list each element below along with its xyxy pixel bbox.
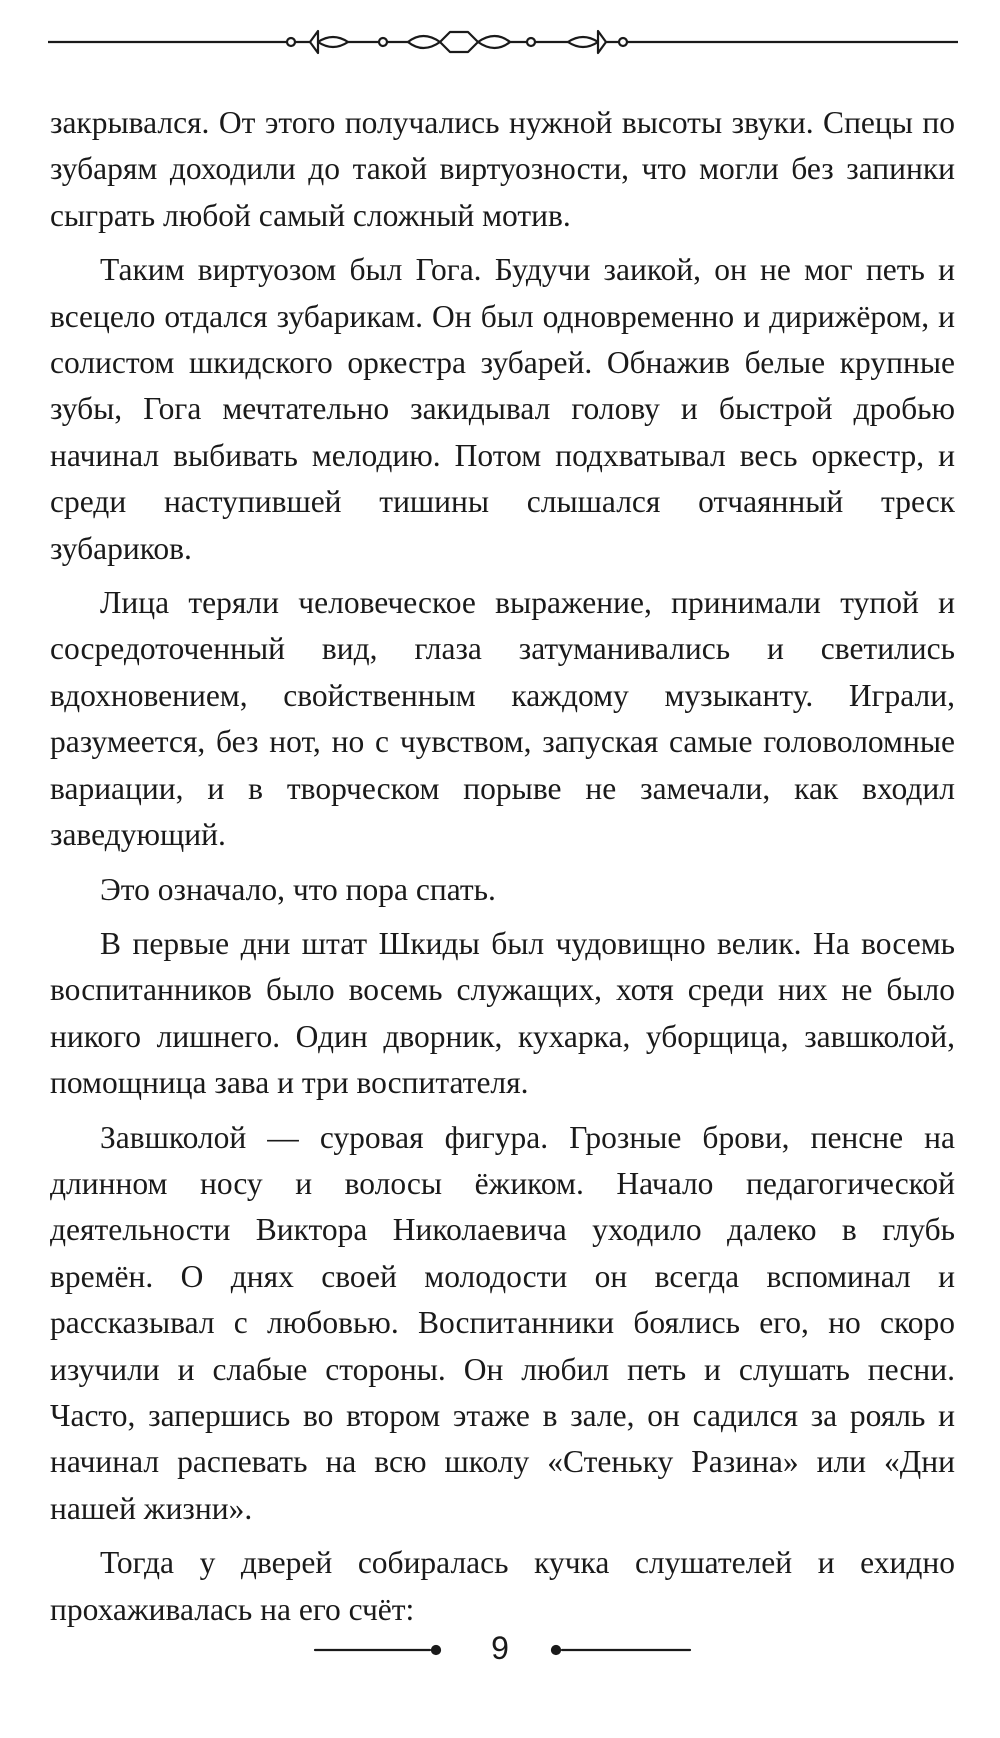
top-ornament-divider bbox=[48, 22, 958, 62]
page-number: 9 bbox=[491, 1630, 509, 1666]
paragraph: закрывался. От этого получались нужной высоты звуки. Спецы по зубарям доходили до такой виртуозности, что могли без запинки сыграть любой самый сложный мотив. bbox=[50, 105, 955, 233]
paragraph: Тогда у дверей собиралась кучка слушателей и ехидно прохаживалась на его счёт: bbox=[50, 1545, 955, 1627]
paragraph: Это означало, что пора спать. bbox=[100, 871, 496, 907]
body-text bbox=[50, 100, 955, 1633]
paragraph: Таким виртуозом был Гога. Будучи заикой, он не мог петь и всецело отдался зубарикам. Он был одновременно и дирижёром, и солистом шкидского оркестра зубарей. Обнажив белые крупные зубы, Гога мечтательно закидывал голову и быстрой дробью начинал выбивать мелодию. Потом подхватывал весь оркестр, и среди наступившей тишины слышался отчаянный треск зубариков. bbox=[50, 252, 955, 566]
paragraph: Лица теряли человеческое выражение, принимали тупой и сосредоточенный вид, глаза затуманивались и светились вдохновением, свойственным каждому музыканту. Играли, разумеется, без нот, но с чувством, запуская самые головоломные вариации, и в творческом порыве не замечали, как входил заведующий. bbox=[50, 585, 955, 853]
paragraph: Завшколой — суровая фигура. Грозные брови, пенсне на длинном носу и волосы ёжиком. Начало педагогической деятельности Виктора Николаевича уходило далеко в глубь времён. О днях своей молодости он всегда вспоминал и рассказывал с любовью. Воспитанники боялись его, но скоро изучили и слабые стороны. Он любил петь и слушать песни. Часто, запершись во втором этаже в зале, он садился за рояль и начинал распевать на всю школу «Стеньку Разина» или «Дни нашей жизни». bbox=[50, 1119, 955, 1526]
paragraph: В первые дни штат Шкиды был чудовищно велик. На восемь воспитанников было восемь служащих, хотя среди них не было никого лишнего. Один дворник, кухарка, уборщица, завшколой, помощница зава и три воспитателя. bbox=[50, 925, 955, 1101]
